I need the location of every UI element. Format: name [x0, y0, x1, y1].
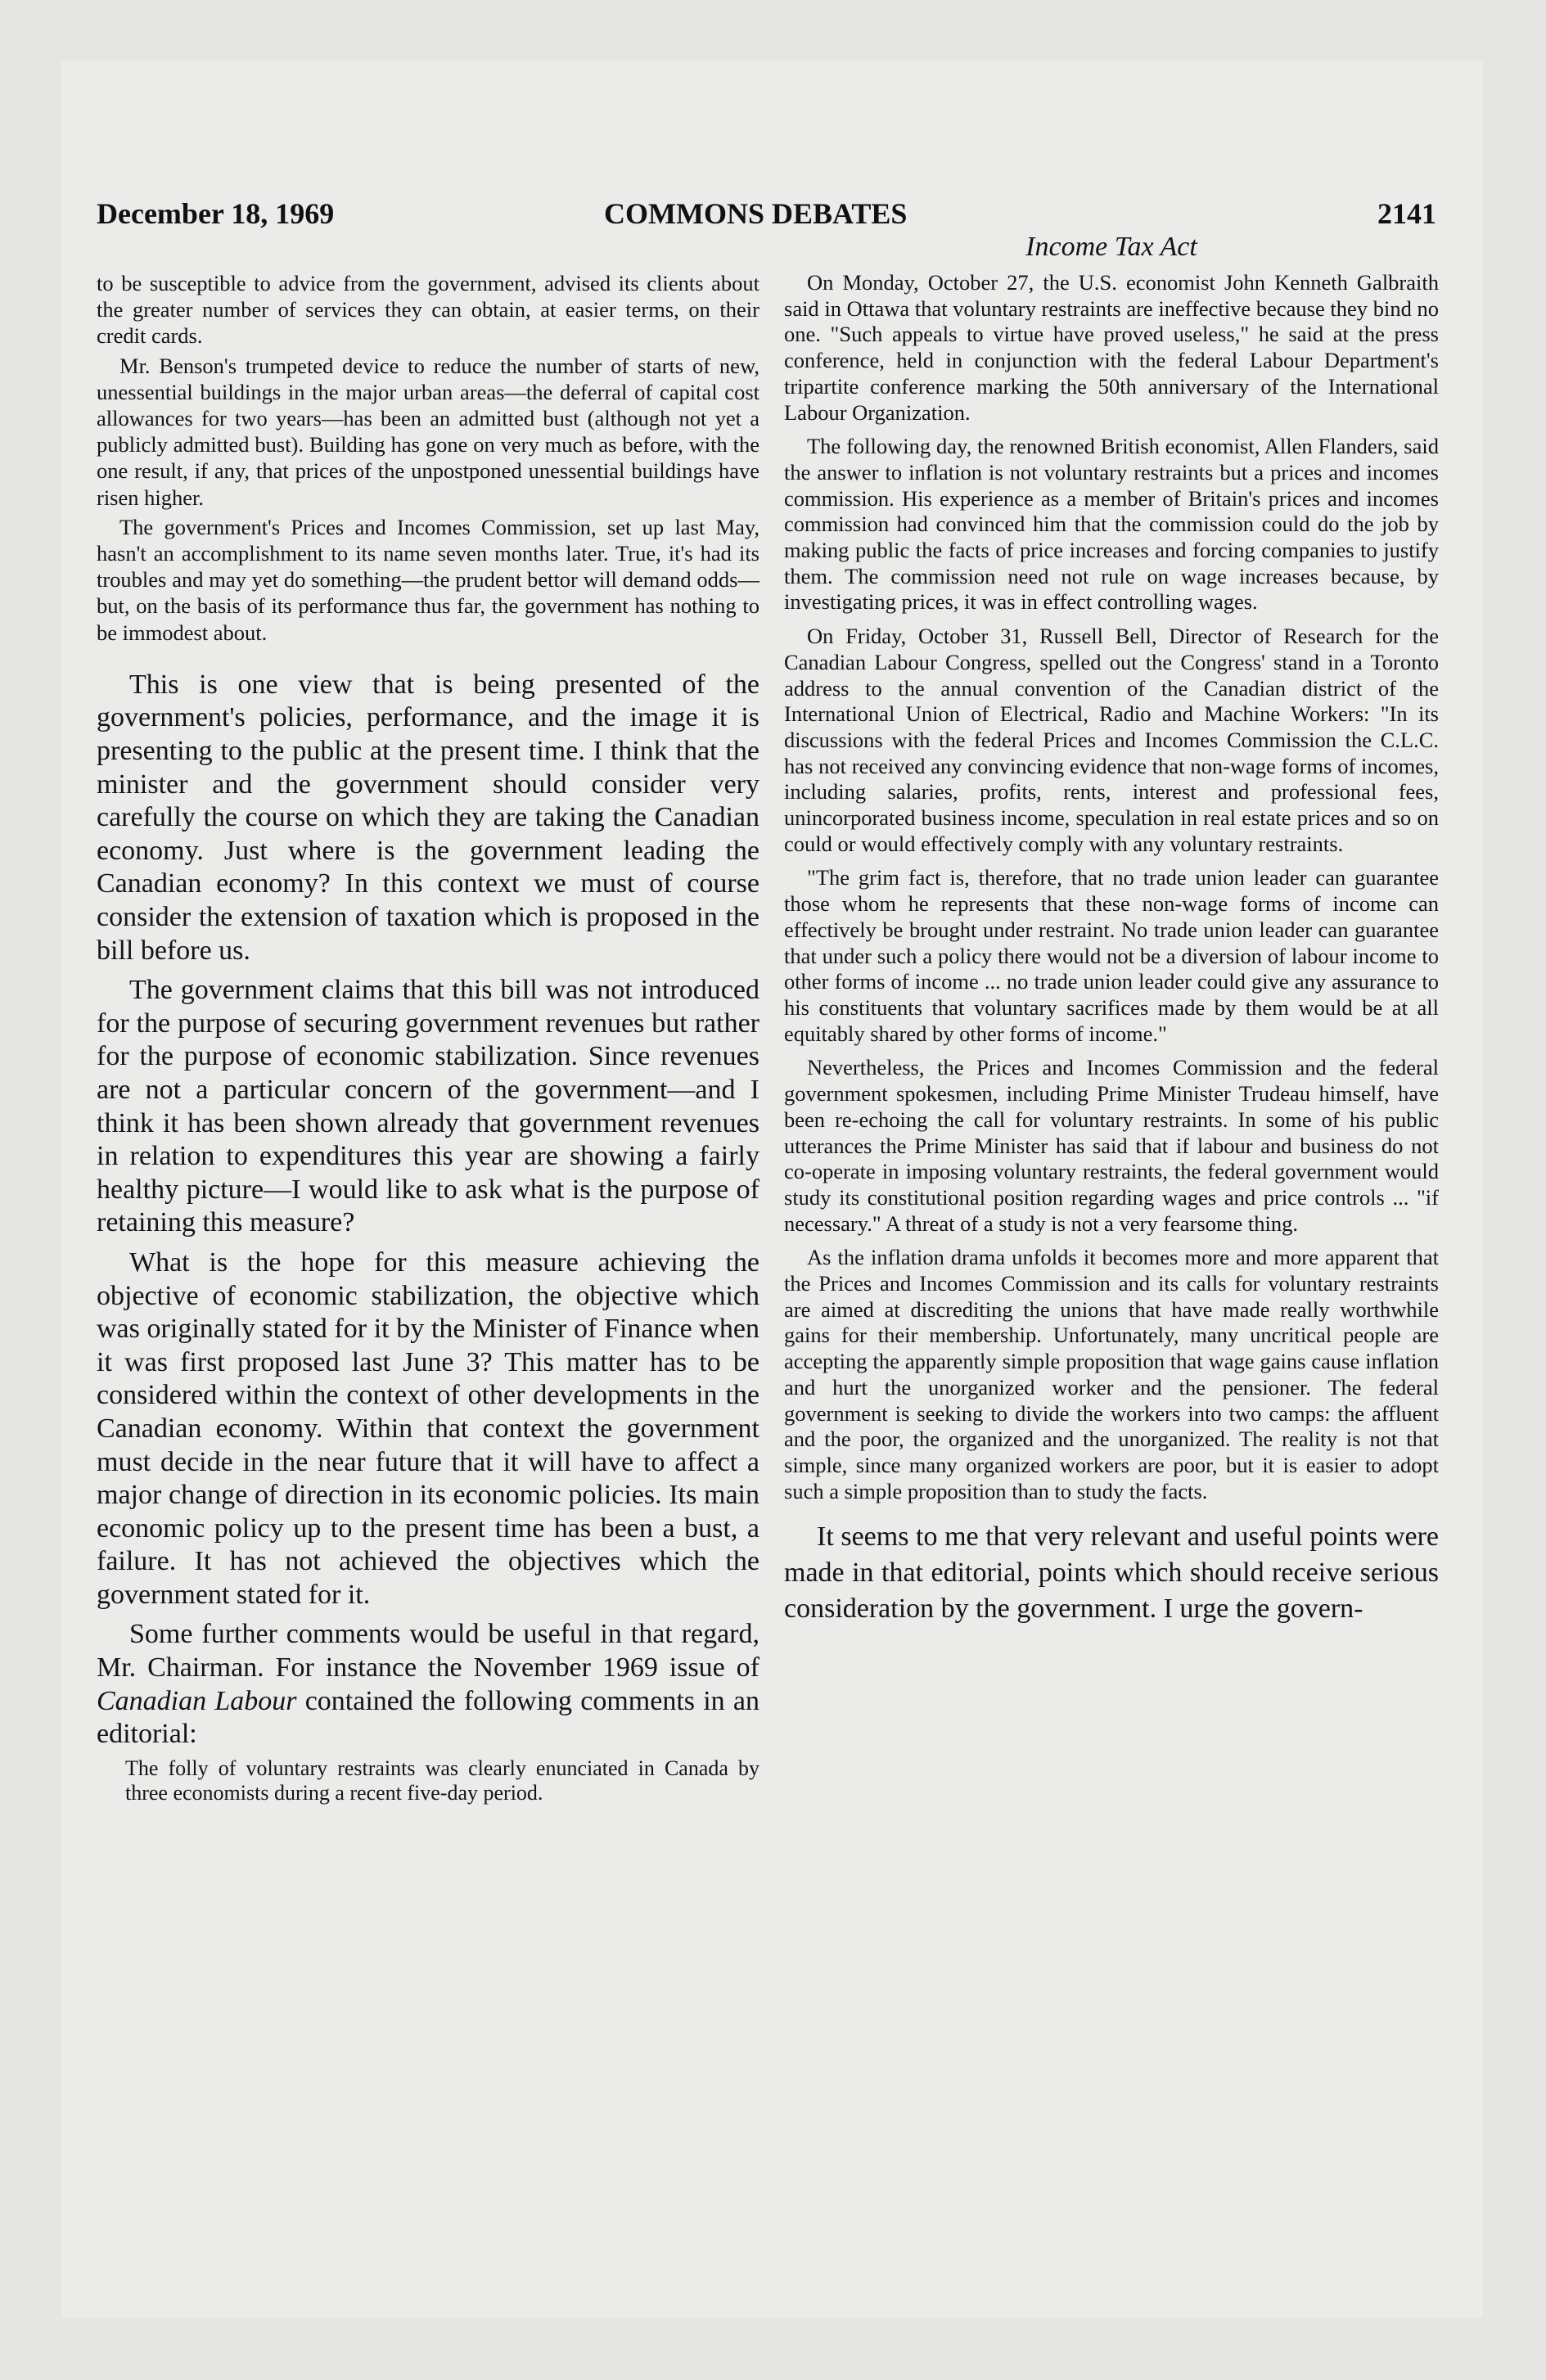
speech-text: contained the following comments in an editorial: — [97, 1685, 759, 1750]
speech-text: Some further comments would be useful in that regard, Mr. Chairman. For instance the November 1969 issue of — [97, 1619, 759, 1684]
quoted-paragraph: "The grim fact is, therefore, that no trade union leader can guarantee those whom he represents that these non-wage forms of income can effectively be brought under restraint. No trade union leader can guarantee that under such a policy there would not be a diversion of labour income to other forms of income ... no trade union leader could give any assurance to his constituents that voluntary sacrifices made by them would be at all equitably shared by other forms of income." — [784, 865, 1439, 1046]
quoted-paragraph: to be susceptible to advice from the government, advised its clients about the greater number of services they can obtain, at easier terms, on their credit cards. — [97, 271, 759, 349]
quoted-paragraph: The government's Prices and Incomes Commission, set up last May, hasn't an accomplishment to its name seven months later. True, it's had its troubles and may yet do something—the prudent bettor will demand odds—but, on the basis of its performance thus far, the government has nothing to be immodest about. — [97, 514, 759, 645]
left-column — [97, 270, 759, 1805]
speech-paragraph: It seems to me that very relevant and useful points were made in that editorial, points which should receive serious consideration by the government. I urge the govern- — [784, 1521, 1439, 1625]
speech-paragraph: The government claims that this bill was not introduced for the purpose of securing government revenues but rather for the purpose of economic stabilization. Since revenues are not a particular concern of the government—and I think it has been shown already that government revenues in relation to expenditures this year are showing a fairly healthy picture—I would like to ask what is the purpose of retaining this measure? — [97, 975, 759, 1238]
header-date: December 18, 1969 — [97, 197, 335, 230]
quoted-paragraph: On Friday, October 31, Russell Bell, Director of Research for the Canadian Labour Congress, spelled out the Congress' stand in a Toronto address to the annual convention of the Canadian district of the International Union of Electrical, Radio and Machine Workers: "In its discussions with the federal Prices and Incomes Commission the C.L.C. has not received any convincing evidence that non-wage forms of incomes, including salaries, profits, rents, interest and professional fees, unincorporated business income, speculation in real estate prices and so on could or would effectively comply with any voluntary restraints. — [784, 624, 1439, 856]
quoted-paragraph: Nevertheless, the Prices and Incomes Commission and the federal government spokesmen, including Prime Minister Trudeau himself, have been re-echoing the call for voluntary restraints. In some of his public utterances the Prime Minister has said that if labour and business do not co-operate in imposing voluntary restraints, the federal government would study its constitutional position regarding wages and price controls ... "if necessary." A threat of a study is not a very fearsome thing. — [784, 1055, 1439, 1236]
right-column — [784, 270, 1439, 1627]
header-title: COMMONS DEBATES — [604, 197, 908, 230]
speech-paragraph: What is the hope for this measure achieving the objective of economic stabilization, the objective which was originally stated for it by the Minister of Finance when it was first proposed last June 3? This matter has to be considered within the context of other developments in the Canadian economy. Within that context the government must decide in the near future that it will have to affect a major change of direction in its economic policies. Its main economic policy up to the present time has been a bust, a failure. It has not achieved the objectives which the government stated for it. — [97, 1246, 759, 1610]
speech-paragraph: This is one view that is being presented of the government's policies, performance, and the image it is presenting to the public at the present time. I think that the minister and the government should consider very carefully the course on which they are taking the Canadian economy. Just where is the government leading the Canadian economy? In this context we must of course consider the extension of taxation which is proposed in the bill before us. — [97, 669, 759, 966]
speech-paragraph — [97, 1618, 759, 1751]
quoted-paragraph: The following day, the renowned British economist, Allen Flanders, said the answer to inflation is not voluntary restraints but a prices and incomes commission. His experience as a member of Britain's prices and incomes commission had convinced him that the commission could do the job by making public the facts of price increases and forcing companies to justify them. The commission need not rule on wage increases because, by investigating prices, it was in effect controlling wages. — [784, 434, 1439, 615]
quoted-paragraph: Mr. Benson's trumpeted device to reduce the number of starts of new, unessential buildings in the major urban areas—the deferral of capital cost allowances for two years—has been an admitted bust (although not yet a publicly admitted bust). Building has gone on very much as before, with the one result, if any, that prices of the unpostponed unessential buildings have risen higher. — [97, 353, 759, 510]
quoted-paragraph: The folly of voluntary restraints was clearly enunciated in Canada by three economists during a recent five-day period. — [125, 1756, 759, 1805]
page-number: 2141 — [1377, 197, 1436, 230]
quoted-paragraph: As the inflation drama unfolds it becomes more and more apparent that the Prices and Incomes Commission and its calls for voluntary restraints are aimed at discrediting the unions that have made really worthwhile gains for their membership. Unfortunately, many uncritical people are accepting the apparently simple proposition that wage gains cause inflation and hurt the unorganized worker and the pensioner. The federal government is seeking to divide the workers into two camps: the affluent and the poor, the organized and the unorganized. The reality is not that simple, since many organized workers are poor, but it is easier to adopt such a simple proposition than to study the facts. — [784, 1245, 1439, 1503]
publication-title: Canadian Labour — [97, 1685, 297, 1716]
running-title: Income Tax Act — [1025, 232, 1197, 262]
quoted-paragraph: On Monday, October 27, the U.S. economist John Kenneth Galbraith said in Ottawa that voluntary restraints are ineffective because they bind no one. "Such appeals to virtue have proved useless," he said at the press conference, held in conjunction with the federal Labour Department's tripartite conference marking the 50th anniversary of the International Labour Organization. — [784, 270, 1439, 425]
